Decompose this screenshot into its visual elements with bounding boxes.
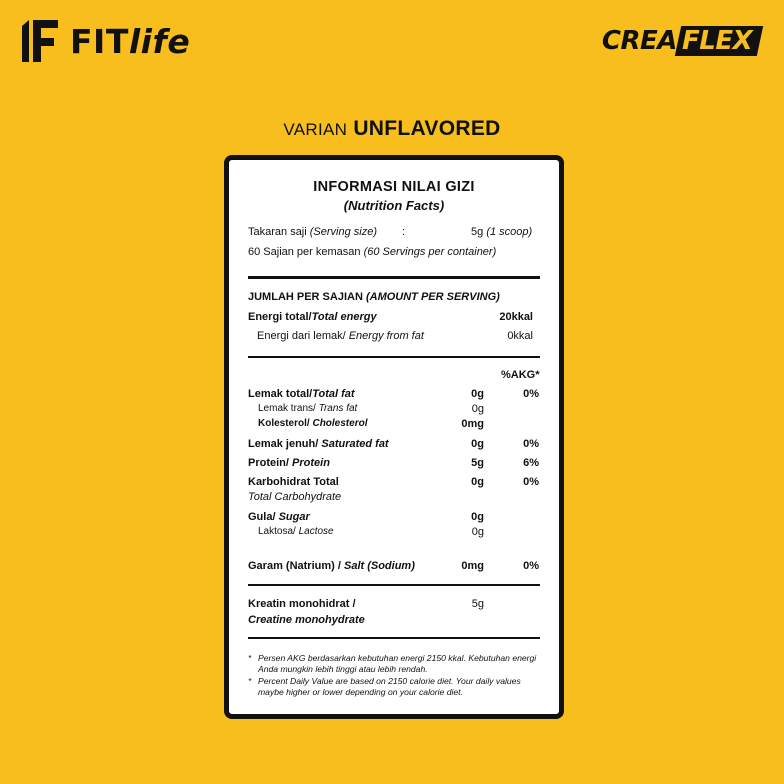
divider-thin — [248, 584, 540, 586]
energy-total-row: Energi total/Total energy 20kkal — [248, 311, 533, 323]
divider-thin — [248, 637, 540, 639]
fitlife-mark-icon — [20, 18, 60, 64]
divider-thick — [248, 276, 540, 279]
divider-thin — [248, 356, 540, 358]
panel-title: INFORMASI NILAI GIZI — [313, 179, 475, 195]
nutrient-row-trans-fat: Lemak trans/ Trans fat 0g — [258, 403, 484, 415]
footnote-akg-id: * Persen AKG berdasarkan kebutuhan energi 2150 kkal. Kebutuhan energi Anda mungkin lebih tinggi atau lebih rendah. — [248, 653, 537, 674]
creatine-row: Kreatin monohidrat / 5g — [248, 598, 484, 610]
nutrient-row-cholesterol: Kolesterol/ Cholesterol 0mg — [258, 418, 484, 430]
nutrient-row-salt: Garam (Natrium) / Salt (Sodium) 0mg 0% — [248, 560, 539, 572]
panel-subtitle: (Nutrition Facts) — [343, 198, 445, 213]
footnote-dv-en: * Percent Daily Value are based on 2150 calorie diet. Your daily values maybe higher or lower depending on your calorie diet. — [248, 676, 521, 697]
energy-from-fat-row: Energi dari lemak/ Energy from fat 0kkal — [257, 330, 533, 342]
nutrient-row-total-fat: Lemak total/Total fat 0g 0% — [248, 388, 539, 400]
fitlife-wordmark: FITlife — [70, 21, 191, 61]
variant-prefix: VARIAN — [283, 120, 348, 139]
nutrient-row-carbohydrate-en: Total Carbohydrate — [248, 491, 342, 503]
creaflex-wordmark-a: CREA — [601, 26, 677, 56]
nutrient-row-carbohydrate: Karbohidrat Total 0g 0% — [248, 476, 539, 488]
creatine-row-en: Creatine monohydrate — [248, 614, 365, 626]
akg-header: %AKG* — [501, 369, 540, 381]
serving-size-row: Takaran saji (Serving size) : 5g (1 scoop) — [248, 226, 533, 238]
creaflex-wordmark-b: FLEX — [675, 26, 764, 56]
servings-per-container-row: 60 Sajian per kemasan (60 Servings per container) — [248, 246, 497, 258]
nutrient-row-lactose: Laktosa/ Lactose 0g — [258, 526, 484, 538]
nutrition-facts-panel — [224, 155, 564, 719]
fitlife-logo — [20, 18, 190, 64]
creaflex-logo — [602, 26, 760, 56]
nutrient-row-sugar: Gula/ Sugar 0g — [248, 511, 484, 523]
variant-name: UNFLAVORED — [353, 117, 501, 140]
nutrient-row-protein: Protein/ Protein 5g 6% — [248, 457, 539, 469]
amount-per-serving-header: JUMLAH PER SAJIAN (AMOUNT PER SERVING) — [248, 291, 500, 303]
variant-heading — [0, 117, 784, 141]
nutrient-row-saturated-fat: Lemak jenuh/ Saturated fat 0g 0% — [248, 438, 539, 450]
